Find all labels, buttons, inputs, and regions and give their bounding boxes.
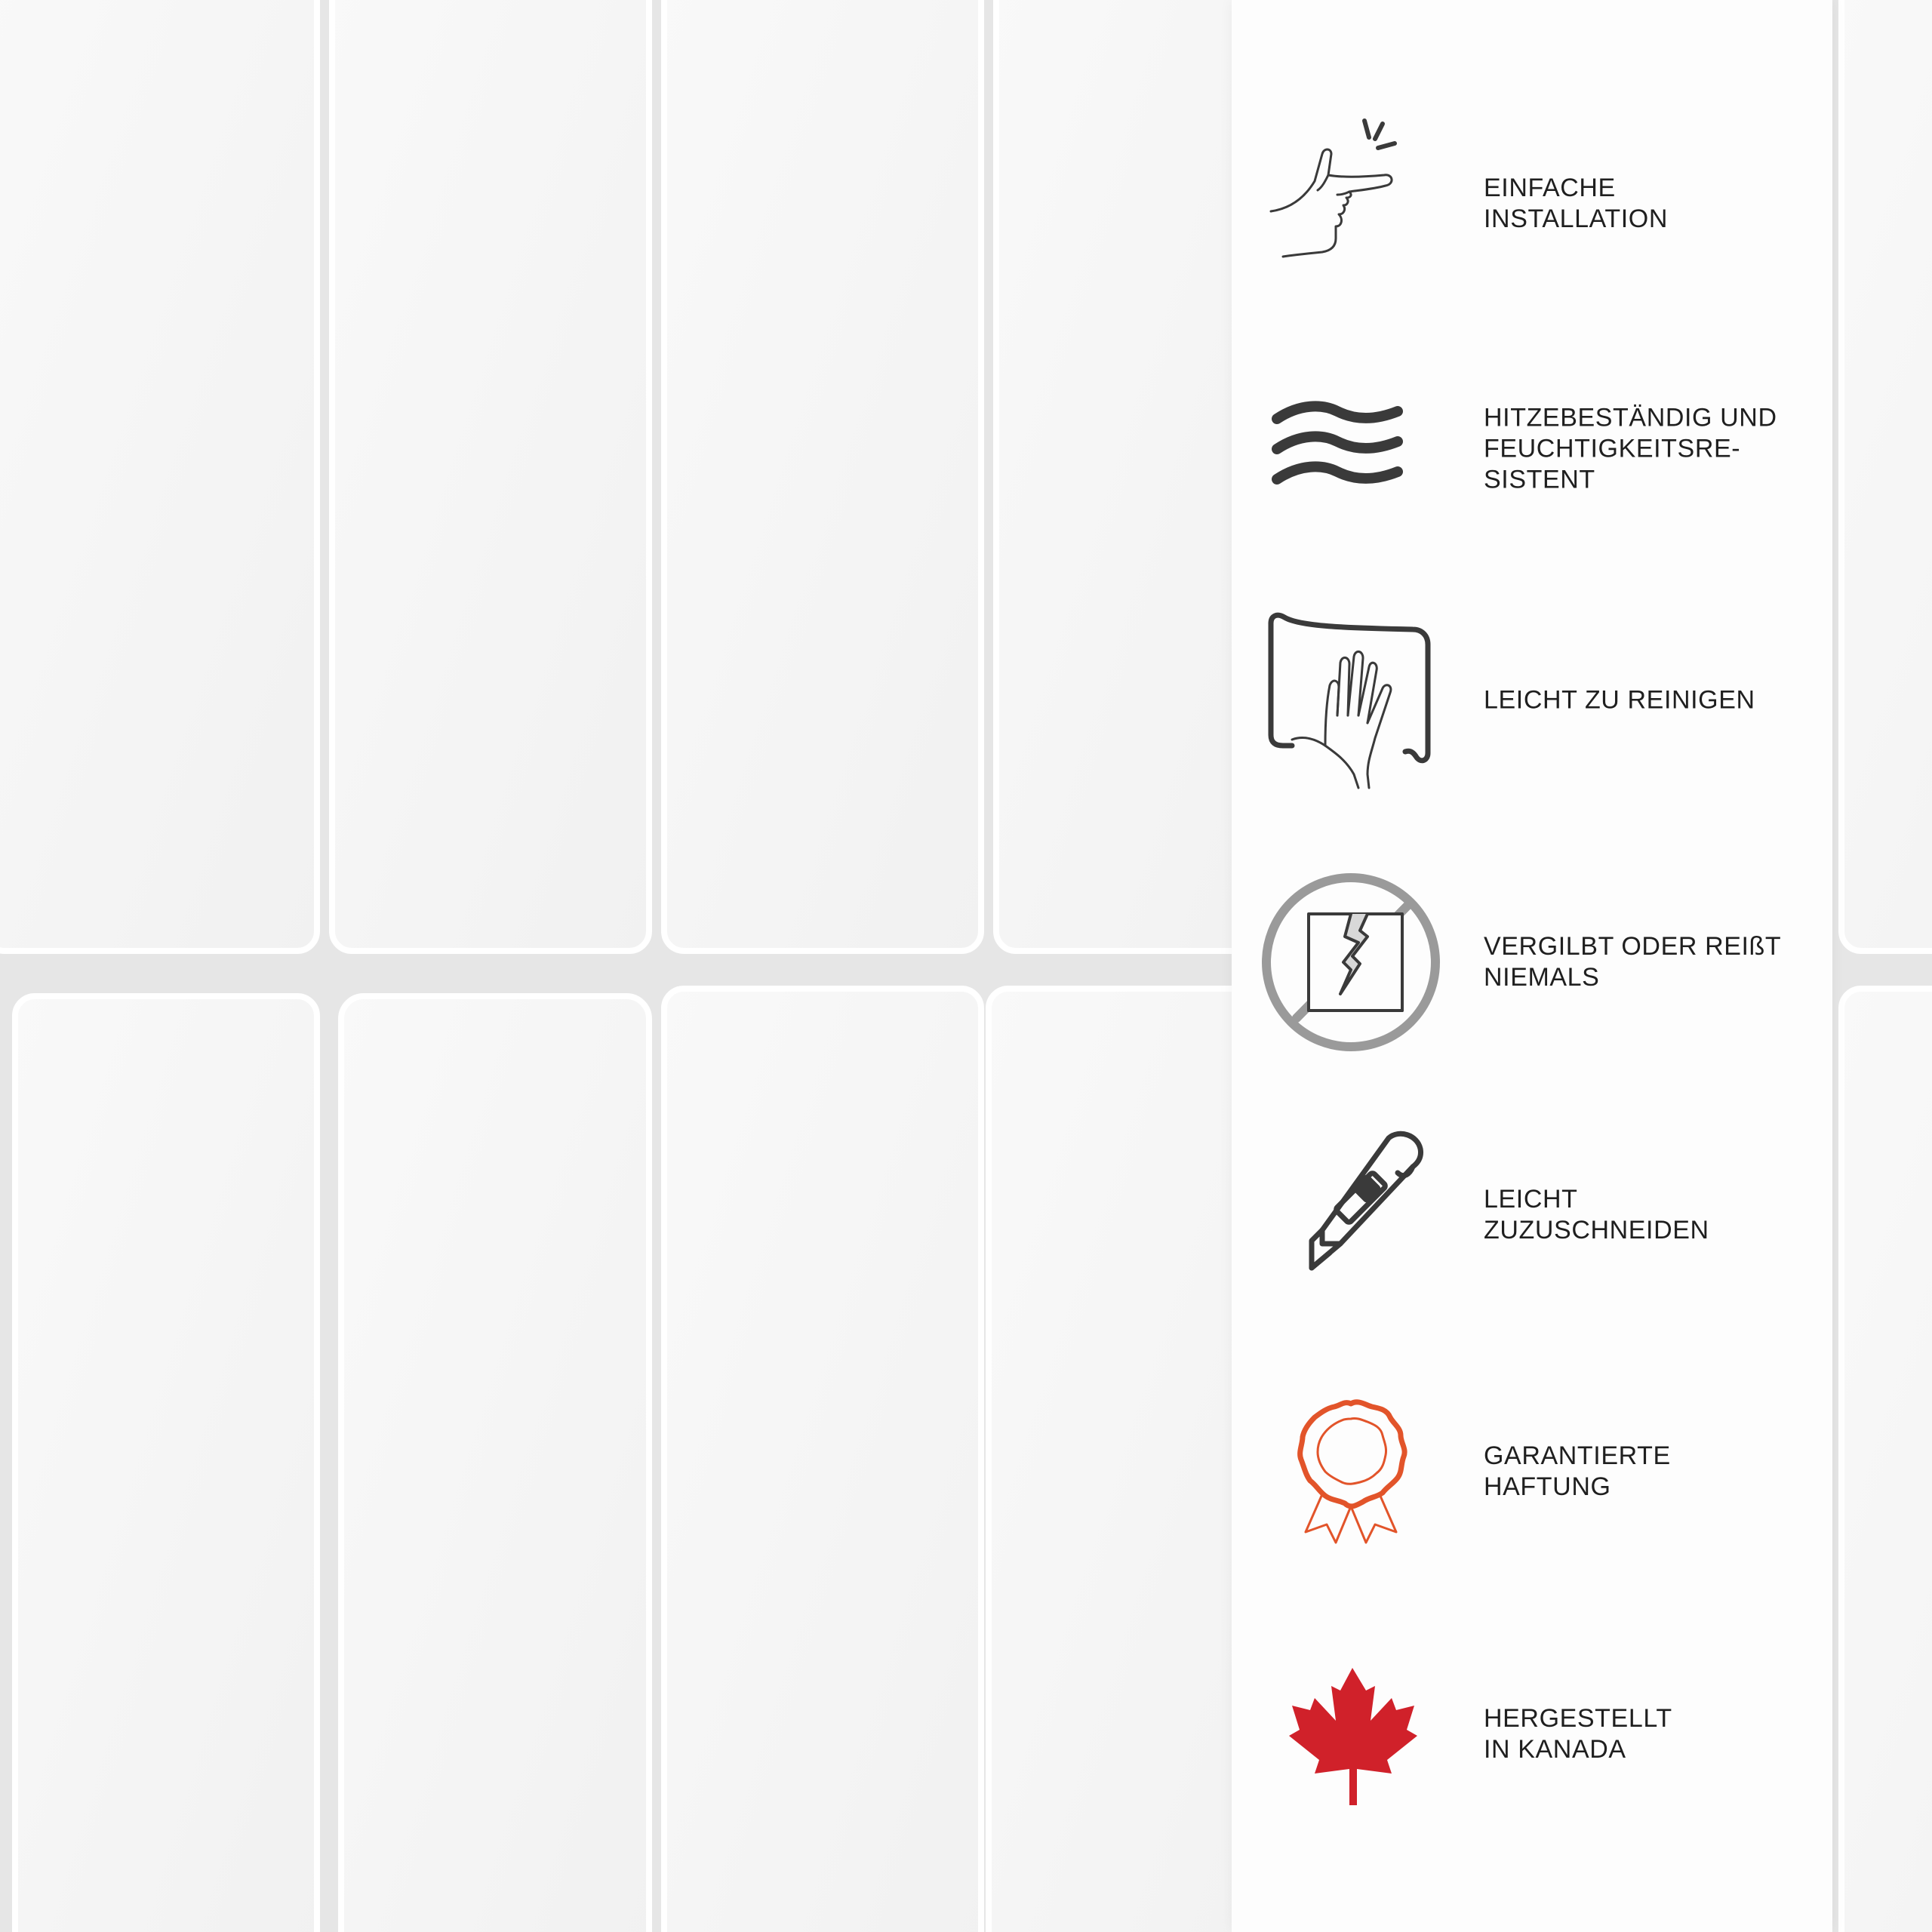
tile xyxy=(332,0,649,951)
maple-leaf-icon xyxy=(1262,1636,1458,1832)
tile xyxy=(0,0,317,951)
wipe-clean-hand-icon xyxy=(1262,602,1458,798)
feature-label: LEICHT ZU REINIGEN xyxy=(1484,685,1755,715)
tile xyxy=(1841,989,1932,1932)
award-seal-icon xyxy=(1262,1374,1458,1570)
feature-easy-installation xyxy=(1232,106,1832,302)
feature-label: HITZEBESTÄNDIG UND FEUCHTIGKEITSRE- SISTENT xyxy=(1484,403,1777,494)
tile xyxy=(664,989,981,1932)
utility-knife-icon xyxy=(1262,1117,1458,1313)
feature-label: GARANTIERTE HAFTUNG xyxy=(1484,1441,1671,1501)
feature-easy-to-clean xyxy=(1232,602,1832,798)
snap-fingers-icon xyxy=(1262,106,1458,302)
feature-label: EINFACHE INSTALLATION xyxy=(1484,174,1668,233)
tile xyxy=(1841,0,1932,951)
feature-heat-moisture-resistant xyxy=(1232,351,1832,547)
tile xyxy=(15,996,317,1932)
features-panel xyxy=(1232,0,1832,1932)
heat-waves-icon xyxy=(1262,351,1458,547)
feature-made-in-canada xyxy=(1232,1636,1832,1832)
feature-no-yellowing-cracking xyxy=(1232,864,1832,1060)
feature-label: HERGESTELLT IN KANADA xyxy=(1484,1704,1672,1764)
feature-label: LEICHT ZUZUSCHNEIDEN xyxy=(1484,1185,1709,1244)
feature-label: VERGILBT ODER REIßT NIEMALS xyxy=(1484,932,1782,992)
tile xyxy=(341,996,649,1932)
feature-guaranteed-adhesion xyxy=(1232,1374,1832,1570)
tile xyxy=(664,0,981,951)
no-crack-icon xyxy=(1262,864,1458,1060)
feature-easy-to-cut xyxy=(1232,1117,1832,1313)
